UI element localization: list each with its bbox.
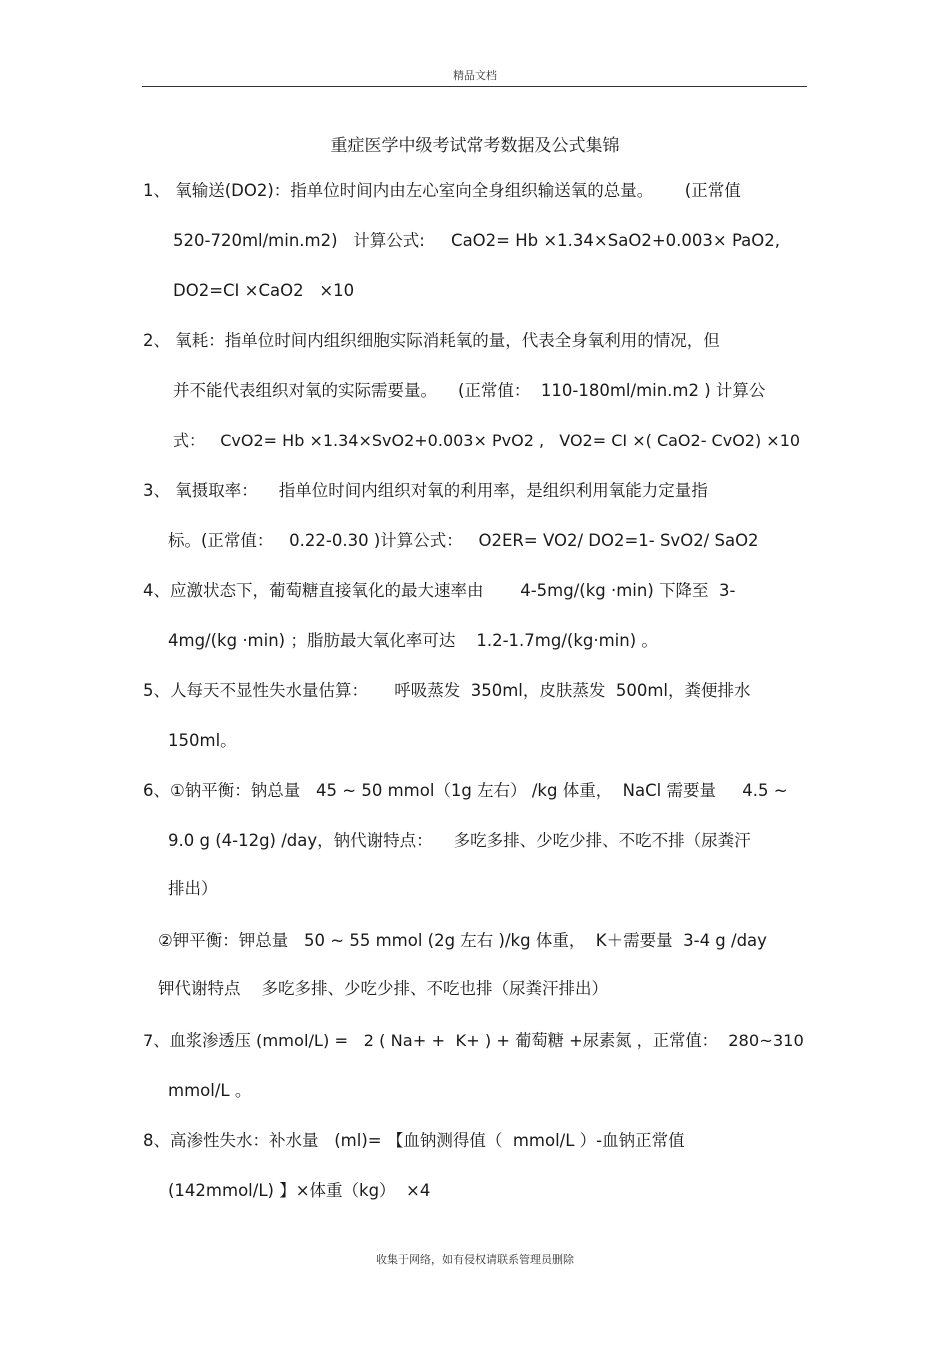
text-line: mmol/L 。	[168, 1081, 252, 1100]
text-line: (142mmol/L) 】×体重（kg） ×4	[168, 1181, 431, 1200]
text-line: 4mg/(kg ·min) ；脂肪最大氧化率可达 1.2-1.7mg/(kg·min) 。	[168, 631, 658, 650]
text-line: 8、高渗性失水：补水量 (ml)= 【血钠测得值（ mmol/L ）-血钠正常值	[143, 1131, 685, 1150]
page-footer: 收集于网络，如有侵权请联系管理员删除	[376, 1253, 574, 1266]
text-line: 9.0 g (4-12g) /day，钠代谢特点： 多吃多排、少吃少排、不吃不排（尿粪汗	[168, 831, 751, 850]
text-line: 7、血浆渗透压 (mmol/L) = 2 ( Na+ + K+ ) + 葡萄糖 +尿素氮 ，正常值： 280~310	[143, 1031, 804, 1050]
text-line: 标。(正常值： 0.22-0.30 )计算公式： O2ER= VO2/ DO2=1- SvO2/ SaO2	[168, 531, 759, 550]
text-line: ②钾平衡：钾总量 50 ~ 55 mmol (2g 左右 )/kg 体重， K＋需要量 3-4 g /day	[158, 931, 767, 950]
document-title: 重症医学中级考试常考数据及公式集锦	[330, 136, 620, 156]
text-line: 式： CvO2= Hb ×1.34×SvO2+0.003× PvO2 , VO2= CI ×( CaO2- CvO2) ×10	[173, 431, 801, 450]
text-line: 5、人每天不显性失水量估算： 呼吸蒸发 350ml，皮肤蒸发 500ml，粪便排水	[143, 681, 751, 700]
text-line: 2、 氧耗：指单位时间内组织细胞实际消耗氧的量，代表全身氧利用的情况，但	[143, 331, 720, 350]
text-line: 排出）	[168, 879, 218, 898]
text-line: 520-720ml/min.m2) 计算公式: CaO2= Hb ×1.34×SaO2+0.003× PaO2,	[173, 231, 780, 250]
page-header: 精品文档	[453, 69, 497, 82]
text-line: DO2=CI ×CaO2 ×10	[173, 281, 355, 300]
header-divider	[142, 86, 807, 87]
text-line: 1、 氧输送(DO2)：指单位时间内由左心室向全身组织输送氧的总量。 (正常值	[143, 181, 741, 200]
text-line: 并不能代表组织对氧的实际需要量。 (正常值： 110-180ml/min.m2 ) 计算公	[173, 381, 766, 400]
text-line: 钾代谢特点 多吃多排、少吃少排、不吃也排（尿粪汗排出）	[158, 979, 608, 998]
text-line: 4、应激状态下，葡萄糖直接氧化的最大速率由 4-5mg/(kg ·min) 下降至 3-	[143, 581, 736, 600]
text-line: 6、①钠平衡：钠总量 45 ~ 50 mmol（1g 左右） /kg 体重， NaCl 需要量 4.5 ~	[143, 781, 788, 800]
text-line: 3、 氧摄取率： 指单位时间内组织对氧的利用率，是组织利用氧能力定量指	[143, 481, 708, 500]
text-line: 150ml。	[168, 731, 237, 750]
